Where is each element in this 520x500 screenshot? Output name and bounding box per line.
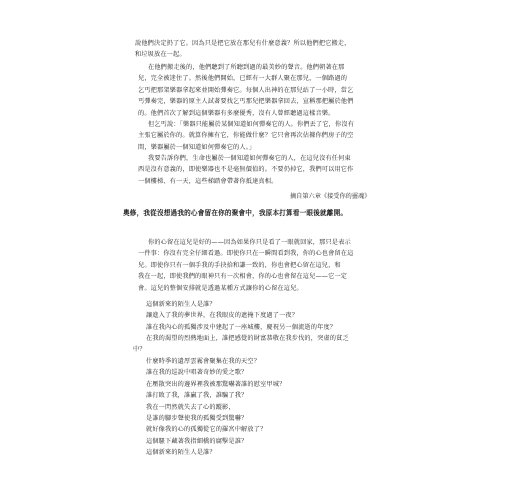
text-line: 說他們決定扔了它。因為只是把它放在那兒有什麼意義？所以他們把它搬走， bbox=[135, 40, 351, 47]
poem-line: 這個騷下藏著我指細橋的腐擊是誰？ bbox=[146, 437, 248, 445]
text-line: 兒。即使你只有一個手我的手抉拾和謙一致的，你也會把心留在這兒，和 bbox=[138, 261, 341, 269]
answer-paragraph bbox=[138, 237, 378, 294]
poem-line: 讓進入了我的夢世界，在我眼皮的遮掩下度過了一夜？ bbox=[146, 312, 299, 320]
text-line: 西是沒有意義的，即使樂器也不是毫無價值的。不要仍掉它，我們可以用它作 bbox=[138, 166, 354, 174]
text-line: 間，樂器屬於一個知道如何彈奏它的人。」 bbox=[138, 143, 256, 151]
text-line: 一個樓梯、有一天，這些梯踏會帶著你抵達真相。 bbox=[138, 177, 278, 185]
poem-line-wrap bbox=[133, 344, 393, 355]
text-line: 兒，完全被迷住了。然後他們開始，已經有一大群人聚在那兒，一個路過的 bbox=[138, 75, 348, 83]
text-line: 我要告訴你們，生命也屬於一個知道如何彈奏它的人，在這兒沒有任何東 bbox=[148, 155, 351, 162]
poem-line: 在我的渴望的烈熱地面上，誰把感覺的財富恭敬在我步伐的，突虛的貧乏 bbox=[146, 335, 349, 343]
poem-line: 是誰的腳步聲使我的孤獨受到驚嚇？ bbox=[146, 414, 248, 422]
poem-part-2 bbox=[146, 356, 406, 459]
paragraph-1 bbox=[135, 38, 375, 61]
paragraph-3 bbox=[138, 153, 378, 187]
poem-line: 在壓散突出的邊界裡我被那驚嚇著誰的慰室甲城？ bbox=[146, 380, 286, 388]
text-line: 主張它屬於你的。就算你擁有它，你能做什麼？它只會再次佔據你們房子的空 bbox=[138, 132, 354, 140]
text-line: 一件事：你沒有完全仔細看過。即使你只在一瞬間看到我，你的心也會留在這 bbox=[138, 250, 354, 258]
text-line: 的。他們首次了解到這個樂器有多麼優秀，沒有人曾經聽過這樣音樂。 bbox=[138, 109, 335, 117]
text-line: 和垃圾放在一起。 bbox=[135, 51, 186, 59]
text-line: 會。這兒的整個安排就是透過某種方式讓你的心留在這兒。 bbox=[138, 284, 303, 292]
text-line: 在他們搬走後的，他們聽到了所聽到過的最美妙的聲音。他們朝著在那 bbox=[148, 64, 345, 71]
text-line: 你的心留在這兒是好的——因為如果你只是看了一眼就回家，那只是表示 bbox=[148, 239, 351, 246]
poem-part-1 bbox=[146, 299, 406, 345]
text-line: 乞丐把那架樂器拿起來並開始彈奏它。每個人出神的在那兒站了一小時，當乞 bbox=[138, 86, 354, 94]
poem-line: 就好像我的心的孤獨從它的羅宮中解放了？ bbox=[146, 426, 267, 434]
chapter-source: 摘自第六章《接受你的靈魂》 bbox=[290, 193, 371, 200]
poem-line: 什麼時季的遺厚雲霧會聚集在我的天空？ bbox=[146, 358, 261, 365]
question-heading: 奧修，我從沒想過我的心會留在你的聚會中，我原本打算看一眼後就離開。 bbox=[123, 209, 348, 217]
poem-line: 我在一閃然就失去了心的蹤影， bbox=[146, 403, 235, 411]
poem-line: 中？ bbox=[133, 346, 146, 353]
poem-line: 誰打敗了我，誰贏了我，誰騙了我？ bbox=[146, 392, 248, 400]
poem-line: 誰在我的巡說中唱著奇妙的愛之歌？ bbox=[146, 369, 248, 377]
poem-line: 這個新來的陌生人是誰？ bbox=[146, 449, 216, 457]
text-line: 丐彈奏完，樂器的原主人試著要找乞丐那兒把樂器拿回去，宣稱那把屬於他們 bbox=[138, 98, 354, 106]
poem-line: 誰在我內心的孤獨涉及中建起了一座城樓，慶祝另一個流逝的年度？ bbox=[146, 323, 337, 331]
poem-line: 這個新來的陌生人是誰？ bbox=[146, 301, 216, 308]
text-line: 我在一起，即使我們的眼神只有一次相會，你的心也會留在這兒——它一定 bbox=[138, 273, 348, 281]
paragraph-2 bbox=[138, 62, 378, 153]
text-line: 但乞丐說：「樂器只能屬於某個知道如何彈奏它的人。你們丟了它，你沒有 bbox=[148, 120, 355, 128]
